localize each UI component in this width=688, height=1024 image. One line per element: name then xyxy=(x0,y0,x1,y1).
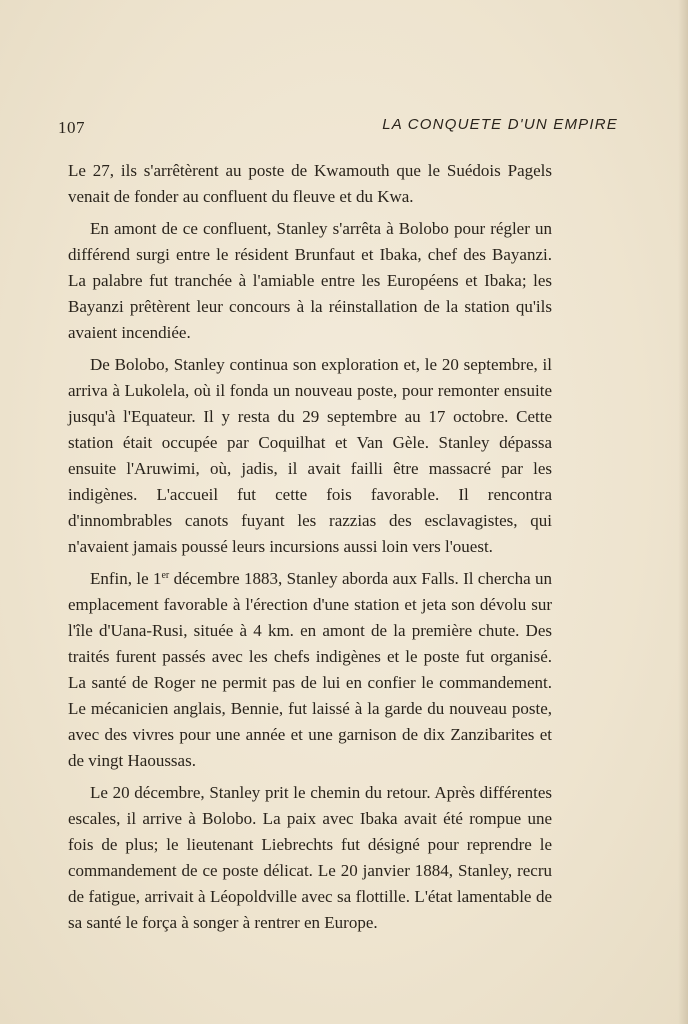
body-text xyxy=(68,158,552,942)
paragraph-1: Le 27, ils s'arrêtèrent au poste de Kwamouth que le Suédois Pagels venait de fonder au confluent du fleuve et du Kwa. xyxy=(68,161,552,206)
paragraph-3: De Bolobo, Stanley continua son exploration et, le 20 septembre, il arriva à Lukolela, où il fonda un nouveau poste, pour remonter ensuite jusqu'à l'Equateur. Il y resta du 29 septembre au 17 octobre. Cette station était occupée par Coquilhat et Van Gèle. Stanley dépassa ensuite l'Aruwimi, où, jadis, il avait failli être massacré par les indigènes. L'accueil fut cette fois favorable. Il rencontra d'innombrables canots fuyant les razzias des esclavagistes, qui n'avaient jamais poussé leurs incursions aussi loin vers l'ouest. xyxy=(68,355,552,556)
page-number: 107 xyxy=(58,118,85,137)
paragraph-5: Le 20 décembre, Stanley prit le chemin du retour. Après différentes escales, il arrive à Bolobo. La paix avec Ibaka avait été rompue une fois de plus; le lieutenant Liebrechts fut désigné pour reprendre le commandement de ce poste délicat. Le 20 janvier 1884, Stanley, recru de fatigue, arrivait à Léopoldville avec sa flottille. L'état lamentable de sa santé le força à songer à rentrer en Europe. xyxy=(68,783,552,932)
paragraph-2: En amont de ce confluent, Stanley s'arrêta à Bolobo pour régler un différend surgi entre le résident Brunfaut et Ibaka, chef des Bayanzi. La palabre fut tranchée à l'amiable entre les Européens et Ibaka; les Bayanzi prêtèrent leur concours à la réinstallation de la station qu'ils avaient incendiée. xyxy=(68,219,552,342)
page-edge-shadow xyxy=(678,0,688,1024)
page-header xyxy=(58,116,618,140)
paragraph-4 xyxy=(68,566,552,774)
ordinal-superscript: er xyxy=(161,570,170,581)
paragraph-4-start: Enfin, le 1 xyxy=(90,569,162,588)
running-title: LA CONQUETE D'UN EMPIRE xyxy=(382,116,618,133)
paragraph-4-rest: décembre 1883, Stanley aborda aux Falls. Il chercha un emplacement favorable à l'érection d'une station et jeta son dévolu sur l'île d'Uana-Rusi, située à 4 km. en amont de la première chute. Des traités furent passés avec les chefs indigènes et le poste fut organisé. La santé de Roger ne permit pas de lui en confier le commandement. Le mécanicien anglais, Bennie, fut laissé à la garde du nouveau poste, avec des vivres pour une année et une garnison de dix Zanzibarites et de vingt Haoussas. xyxy=(68,569,552,770)
